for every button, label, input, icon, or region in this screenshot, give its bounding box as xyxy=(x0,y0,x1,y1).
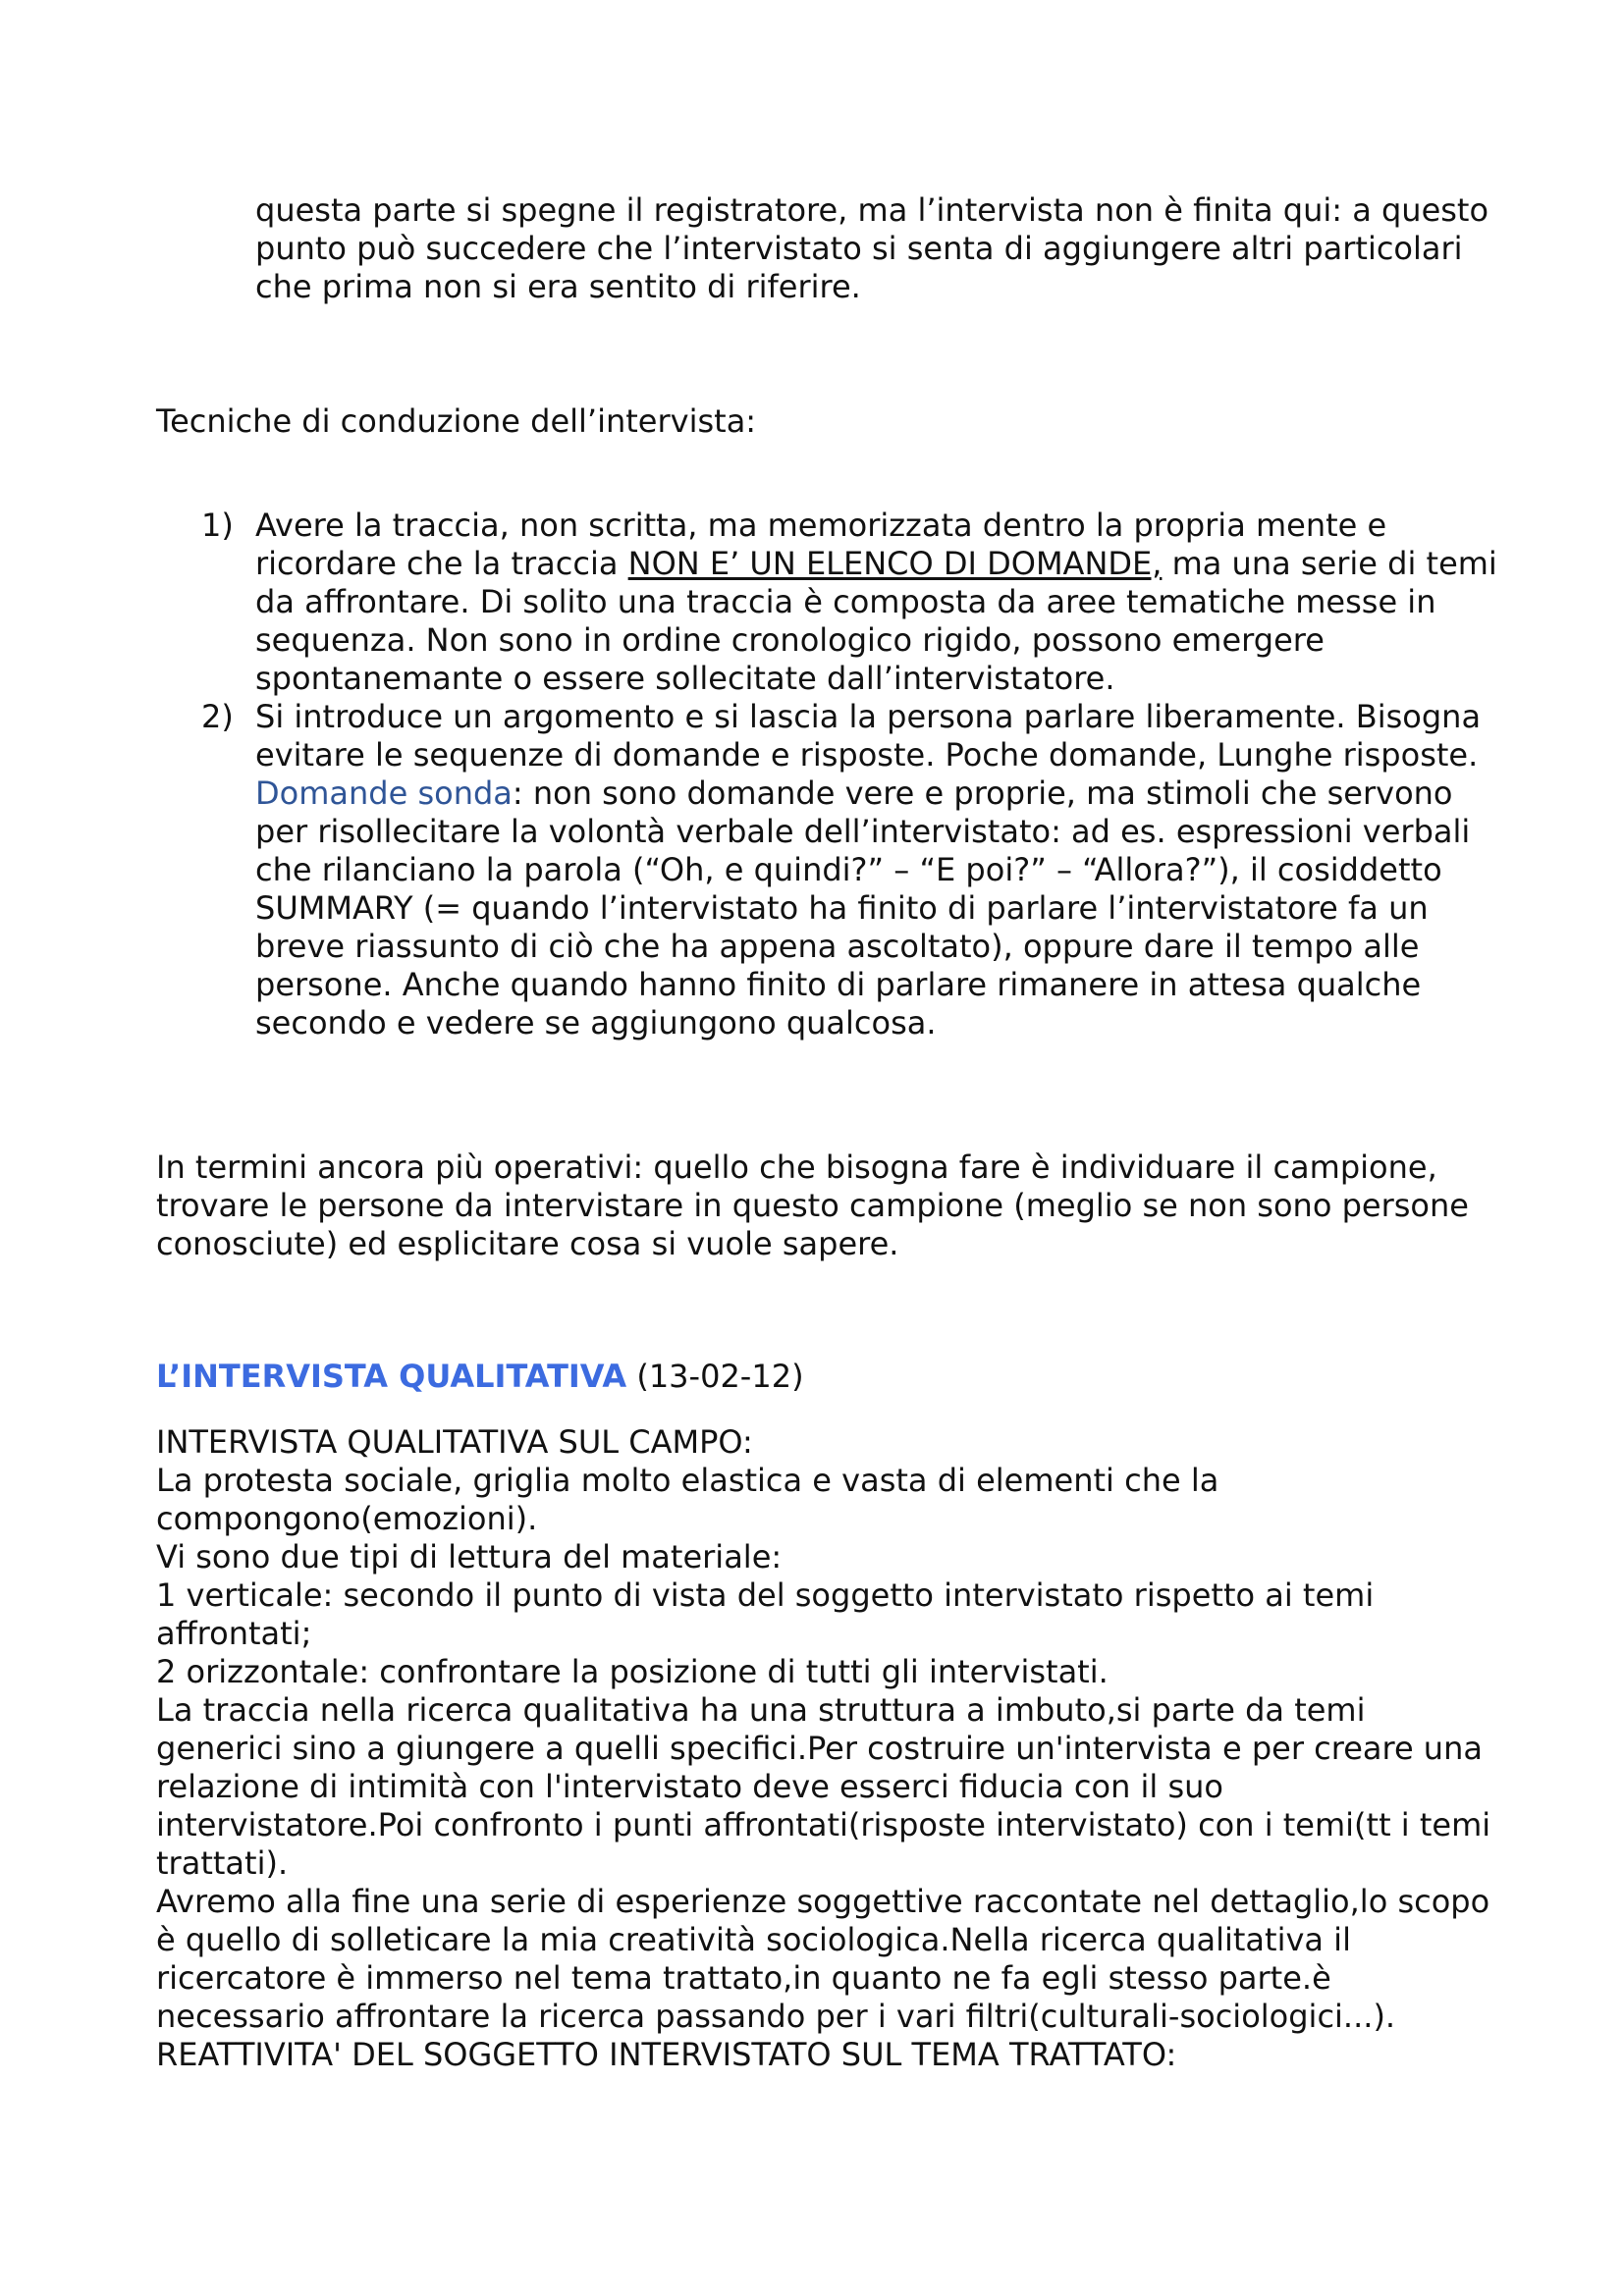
body-line: REATTIVITA' DEL SOGGETTO INTERVISTATO SUL TEMA TRATTATO: xyxy=(156,2036,1177,2073)
body-line: 2 orizzontale: confrontare la posizione di tutti gli intervistati. xyxy=(156,1653,1109,1690)
body-line: INTERVISTA QUALITATIVA SUL CAMPO: xyxy=(156,1423,753,1461)
probe-questions-text: : non sono domande vere e proprie, ma stimoli che servono per risollecitare la volontà verbale dell’intervistato: ad es. espressioni verbali che rilanciano la parola (“Oh, e quindi?” – “E poi?” – “Allora?”), il cosiddetto SUMMARY (= quando l’intervistato ha finito di parlare l’intervistatore fa un breve riassunto di ciò che ha appena ascoltato), oppure dare il tempo alle persone. Anche quando hanno finito di parlare rimanere in attesa qualche secondo e vedere se aggiungono qualcosa. xyxy=(255,774,1471,1041)
list-item-2 xyxy=(201,698,1507,1042)
section-heading xyxy=(156,1358,1491,1396)
body-line: 1 verticale: secondo il punto di vista del soggetto intervistato rispetto ai temi affrontati; xyxy=(156,1576,1375,1652)
body-line: Avremo alla fine una serie di esperienze soggettive raccontate nel dettaglio,lo scopo è quello di solleticare la mia creatività sociologica.Nella ricerca qualitativa il ricercatore è immerso nel tema trattato,in quanto ne fa egli stesso parte.è necessario affrontare la ricerca passando per i vari filtri(culturali-sociologici...). xyxy=(156,1883,1490,2035)
qualitative-interview-body xyxy=(156,1423,1491,2074)
list-number: 2) xyxy=(201,698,234,735)
list-item-text: Avere la traccia, non scritta, ma memorizzata dentro la propria mente e ricordare che la traccia xyxy=(255,507,1387,582)
list-number: 1) xyxy=(201,507,234,544)
body-line: La protesta sociale, griglia molto elastica e vasta di elementi che la compongono(emozioni). xyxy=(156,1462,1219,1537)
techniques-heading: Tecniche di conduzione dell’intervista: xyxy=(156,402,757,440)
section-title: L’INTERVISTA QUALITATIVA xyxy=(156,1358,627,1395)
emphasis-underlined: NON E’ UN ELENCO DI DOMANDE, xyxy=(627,545,1163,582)
body-line: La traccia nella ricerca qualitativa ha una struttura a imbuto,si parte da temi generici sino a giungere a quelli specifici.Per costruire un'intervista e per creare una relazione di intimità con l'intervistato deve esserci fiducia con il suo intervistatore.Poi confronto i punti affrontati(risposte intervistato) con i temi(tt i temi trattati). xyxy=(156,1691,1491,1882)
techniques-list xyxy=(201,507,1507,1042)
section-date: (13-02-12) xyxy=(626,1358,804,1395)
probe-questions-term: Domande sonda xyxy=(255,774,513,812)
body-line: Vi sono due tipi di lettura del materiale: xyxy=(156,1538,783,1575)
list-item-text: ma una serie di temi da affrontare. Di solito una traccia è composta da aree tematiche messe in sequenza. Non sono in ordine cronologico rigido, possono emergere spontanemante o essere sollecitate dall’intervistatore. xyxy=(255,545,1497,697)
list-item-1 xyxy=(201,507,1507,698)
continuation-paragraph: questa parte si spegne il registratore, ma l’intervista non è finita qui: a questo punto può succedere che l’intervistato si senta di aggiungere altri particolari che prima non si era sentito di riferire. xyxy=(255,191,1489,305)
list-item-text: Si introduce un argomento e si lascia la persona parlare liberamente. Bisogna evitare le sequenze di domande e risposte. Poche domande, Lunghe risposte. xyxy=(255,698,1482,774)
operational-paragraph: In termini ancora più operativi: quello che bisogna fare è individuare il campione, trovare le persone da intervistare in questo campione (meglio se non sono persone conosciute) ed esplicitare cosa si vuole sapere. xyxy=(156,1148,1469,1262)
